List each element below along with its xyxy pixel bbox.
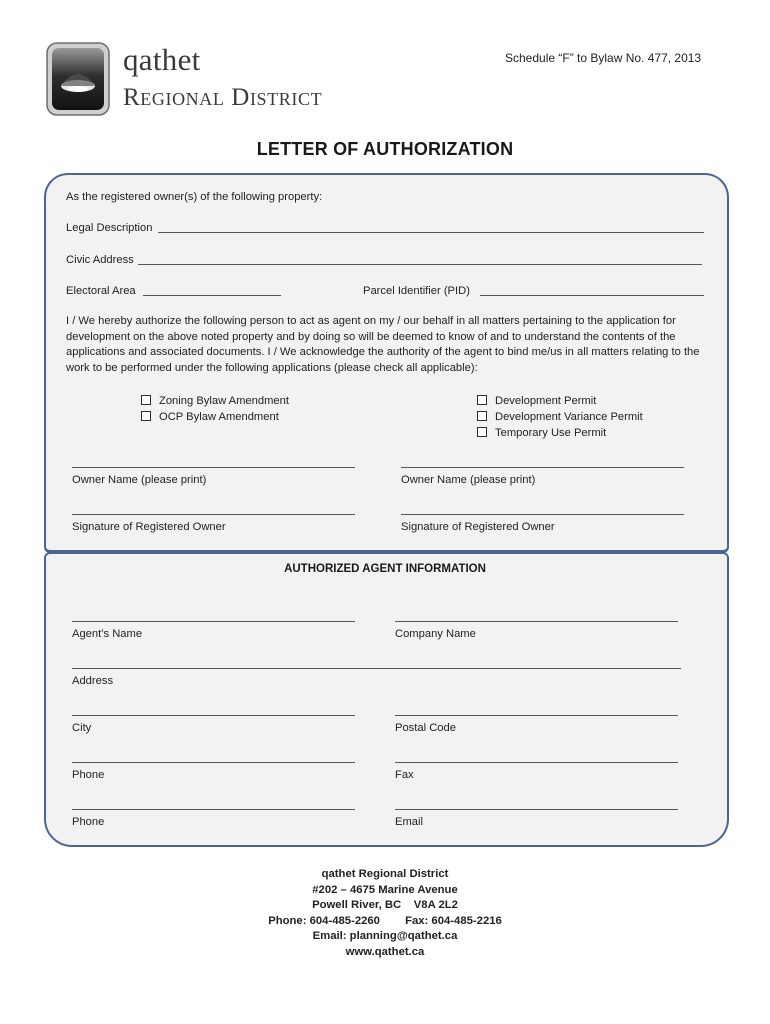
checkbox-ocp[interactable] [141, 411, 151, 421]
electoral-area-field[interactable] [143, 295, 281, 296]
owner-name-field-1[interactable] [72, 467, 355, 468]
page-title: LETTER OF AUTHORIZATION [256, 139, 514, 159]
application-option-dvp[interactable] [477, 410, 643, 424]
application-option-tup[interactable] [477, 426, 606, 440]
legal-description-field[interactable] [158, 232, 704, 233]
footer-email: Email: planning@qathet.ca [312, 930, 458, 942]
checkbox-tup[interactable] [477, 427, 487, 437]
agent-information-panel [44, 552, 729, 847]
fax-label: Fax [395, 769, 414, 781]
owner-name-label-2: Owner Name (please print) [401, 474, 536, 486]
footer-org: qathet Regional District [321, 868, 449, 880]
owner-name-label-1: Owner Name (please print) [72, 474, 207, 486]
footer-city: Powell River, BC V8A 2L2 [312, 899, 458, 911]
option-label: OCP Bylaw Amendment [159, 411, 279, 423]
footer-phone-fax: Phone: 604-485-2260 Fax: 604-485-2216 [268, 914, 502, 927]
phone-label-2: Phone [72, 816, 105, 828]
agent-name-label: Agent’s Name [72, 628, 143, 640]
city-label: City [72, 722, 92, 734]
application-option-dp[interactable] [477, 394, 596, 408]
fax-field[interactable] [395, 762, 678, 763]
phone-field-2[interactable] [72, 809, 355, 810]
civic-address-label: Civic Address [66, 254, 134, 266]
company-name-label: Company Name [395, 628, 476, 640]
footer-address: #202 – 4675 Marine Avenue [312, 883, 458, 896]
contact-footer [0, 867, 770, 960]
org-name: qathet [123, 42, 201, 77]
option-label: Temporary Use Permit [495, 427, 607, 439]
checkbox-dvp[interactable] [477, 411, 487, 421]
owner-signature-label-1: Signature of Registered Owner [72, 521, 226, 533]
city-field[interactable] [72, 715, 355, 716]
address-label: Address [72, 675, 114, 687]
option-label: Development Permit [495, 395, 597, 407]
pid-field[interactable] [480, 295, 704, 296]
schedule-note: Schedule “F” to Bylaw No. 477, 2013 [505, 51, 702, 65]
checkbox-zoning[interactable] [141, 395, 151, 405]
pid-label: Parcel Identifier (PID) [363, 285, 470, 297]
email-field[interactable] [395, 809, 678, 810]
regional-district-logo [46, 42, 110, 116]
checkbox-dp[interactable] [477, 395, 487, 405]
application-option-zoning[interactable] [141, 394, 289, 408]
legal-description-label: Legal Description [66, 222, 153, 234]
civic-address-field[interactable] [138, 264, 702, 265]
postal-code-label: Postal Code [395, 722, 456, 734]
address-field[interactable] [72, 668, 681, 669]
electoral-area-label: Electoral Area [66, 285, 136, 297]
phone-label-1: Phone [72, 769, 105, 781]
option-label: Development Variance Permit [495, 411, 643, 423]
owner-signature-label-2: Signature of Registered Owner [401, 521, 555, 533]
email-label: Email [395, 816, 423, 828]
phone-field-1[interactable] [72, 762, 355, 763]
owner-signature-field-2[interactable] [401, 514, 684, 515]
owner-name-field-2[interactable] [401, 467, 684, 468]
agent-name-field[interactable] [72, 621, 355, 622]
property-intro: As the registered owner(s) of the following property: [66, 191, 323, 203]
authorization-statement: I / We hereby authorize the following person to act as agent on my / our behalf in all matters pertaining to the application for development on the above noted property and by doing so will be deemed to know of and to understand the contents of the applications and associated documents. I / We acknowledge the authority of the agent to bind me/us in all matters relating to the work to be performed under the following applications (please check all applicable): [66, 315, 700, 374]
org-subtitle: Regional District [123, 84, 323, 111]
footer-website: www.qathet.ca [345, 945, 425, 958]
agent-section-heading: AUTHORIZED AGENT INFORMATION [284, 563, 486, 575]
option-label: Zoning Bylaw Amendment [159, 395, 289, 407]
company-name-field[interactable] [395, 621, 678, 622]
owner-signature-field-1[interactable] [72, 514, 355, 515]
postal-code-field[interactable] [395, 715, 678, 716]
application-option-ocp[interactable] [141, 410, 279, 424]
